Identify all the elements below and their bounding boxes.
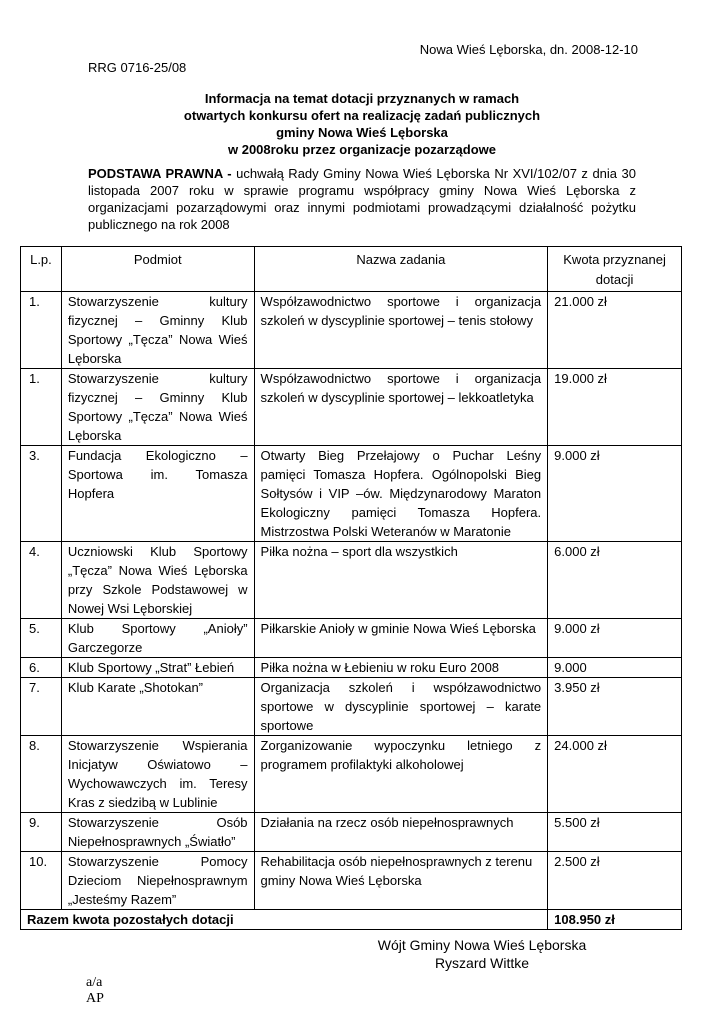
cell-kwota: 19.000 zł — [548, 369, 682, 446]
reference-number: RRG 0716-25/08 — [88, 60, 187, 75]
cell-lp: 8. — [21, 736, 62, 813]
cell-kwota: 3.950 zł — [548, 678, 682, 736]
table-row — [21, 813, 682, 852]
cell-lp: 1. — [21, 292, 62, 369]
legal-basis — [88, 165, 636, 233]
cell-lp: 6. — [21, 658, 62, 678]
cell-lp: 1. — [21, 369, 62, 446]
title-line: w 2008roku przez organizacje pozarządowe — [227, 142, 497, 157]
cell-lp: 10. — [21, 852, 62, 910]
cell-lp: 3. — [21, 446, 62, 542]
table-row — [21, 292, 682, 369]
total-value: 108.950 zł — [548, 910, 682, 930]
cell-zadanie: Współzawodnictwo sportowe i organizacja szkoleń w dyscyplinie sportowej – tenis stołowy — [254, 292, 548, 369]
initials-line: AP — [86, 991, 104, 1006]
cell-podmiot: Stowarzyszenie Wspierania Inicjatyw Oświatowo – Wychowawczych im. Teresy Kras z siedzibą w Lublinie — [61, 736, 254, 813]
initials-line: a/a — [86, 975, 103, 990]
cell-zadanie: Otwarty Bieg Przełajowy o Puchar Leśny pamięci Tomasza Hopfera. Ogólnopolski Bieg Sołtysów i VIP –ów. Międzynarodowy Maraton Ekologiczny pamięci Tomasza Hopfera. Mistrzostwa Polski Weteranów w Maratonie — [254, 446, 548, 542]
cell-kwota: 9.000 zł — [548, 619, 682, 658]
cell-kwota: 6.000 zł — [548, 542, 682, 619]
header-kwota: Kwota przyznanej dotacji — [548, 247, 682, 292]
cell-podmiot: Stowarzyszenie Osób Niepełnosprawnych „Światło” — [61, 813, 254, 852]
cell-podmiot: Uczniowski Klub Sportowy „Tęcza” Nowa Wieś Lęborska przy Szkole Podstawowej w Nowej Wsi Lęborskiej — [61, 542, 254, 619]
cell-podmiot: Klub Sportowy „Strat” Łebień — [61, 658, 254, 678]
header-lp: L.p. — [21, 247, 62, 292]
cell-lp: 7. — [21, 678, 62, 736]
table-row — [21, 678, 682, 736]
cell-kwota: 9.000 — [548, 658, 682, 678]
header-podmiot: Podmiot — [61, 247, 254, 292]
cell-kwota: 24.000 zł — [548, 736, 682, 813]
cell-zadanie: Zorganizowanie wypoczynku letniego z programem profilaktyki alkoholowej — [254, 736, 548, 813]
title-line: Informacja na temat dotacji przyznanych w ramach — [204, 91, 520, 106]
cell-kwota: 21.000 zł — [548, 292, 682, 369]
cell-zadanie: Organizacja szkoleń i współzawodnictwo sportowe w dyscyplinie sportowej – karate sportowe — [254, 678, 548, 736]
table-row — [21, 369, 682, 446]
cell-zadanie: Rehabilitacja osób niepełnosprawnych z terenu gminy Nowa Wieś Lęborska — [254, 852, 548, 910]
cell-kwota: 5.500 zł — [548, 813, 682, 852]
legal-basis-text: uchwałą Rady Gminy Nowa Wieś Lęborska Nr XVI/102/07 z dnia 30 listopada 2007 roku w sprawie programu współpracy gminy Nowa Wieś Lęborska z organizacjami pozarządowymi oraz innymi podmiotami prowadzącymi działalność pożytku publicznego na rok 2008 — [88, 166, 636, 232]
table-row — [21, 619, 682, 658]
legal-basis-lead: PODSTAWA PRAWNA - — [88, 166, 232, 181]
signature-title: Wójt Gminy Nowa Wieś Lęborska — [377, 937, 587, 953]
grants-table — [20, 246, 682, 930]
cell-lp: 9. — [21, 813, 62, 852]
cell-podmiot: Klub Sportowy „Anioły” Garczegorze — [61, 619, 254, 658]
place-date: Nowa Wieś Lęborska, dn. 2008-12-10 — [419, 42, 638, 57]
cell-zadanie: Piłka nożna – sport dla wszystkich — [254, 542, 548, 619]
table-row — [21, 542, 682, 619]
cell-lp: 4. — [21, 542, 62, 619]
signature-block — [372, 936, 592, 972]
total-row — [21, 910, 682, 930]
cell-kwota: 9.000 zł — [548, 446, 682, 542]
total-label: Razem kwota pozostałych dotacji — [21, 910, 548, 930]
table-header-row — [21, 247, 682, 292]
cell-zadanie: Piłkarskie Anioły w gminie Nowa Wieś Lęborska — [254, 619, 548, 658]
cell-podmiot: Fundacja Ekologiczno – Sportowa im. Tomasza Hopfera — [61, 446, 254, 542]
author-initials — [86, 975, 104, 1007]
header-zadanie: Nazwa zadania — [254, 247, 548, 292]
cell-podmiot: Stowarzyszenie kultury fizycznej – Gminny Klub Sportowy „Tęcza” Nowa Wieś Lęborska — [61, 292, 254, 369]
cell-podmiot: Klub Karate „Shotokan” — [61, 678, 254, 736]
cell-lp: 5. — [21, 619, 62, 658]
cell-kwota: 2.500 zł — [548, 852, 682, 910]
cell-zadanie: Działania na rzecz osób niepełnosprawnych — [254, 813, 548, 852]
cell-podmiot: Stowarzyszenie Pomocy Dzieciom Niepełnosprawnym „Jesteśmy Razem” — [61, 852, 254, 910]
table-row — [21, 736, 682, 813]
table-row — [21, 658, 682, 678]
cell-zadanie: Współzawodnictwo sportowe i organizacja szkoleń w dyscyplinie sportowej – lekkoatletyka — [254, 369, 548, 446]
document-title — [88, 90, 636, 158]
signature-name: Ryszard Wittke — [434, 955, 530, 971]
cell-zadanie: Piłka nożna w Łebieniu w roku Euro 2008 — [254, 658, 548, 678]
cell-podmiot: Stowarzyszenie kultury fizycznej – Gminny Klub Sportowy „Tęcza” Nowa Wieś Lęborska — [61, 369, 254, 446]
title-line: gminy Nowa Wieś Lęborska — [276, 125, 448, 140]
table-row — [21, 446, 682, 542]
table-row — [21, 852, 682, 910]
title-line: otwartych konkursu ofert na realizację zadań publicznych — [183, 108, 541, 123]
